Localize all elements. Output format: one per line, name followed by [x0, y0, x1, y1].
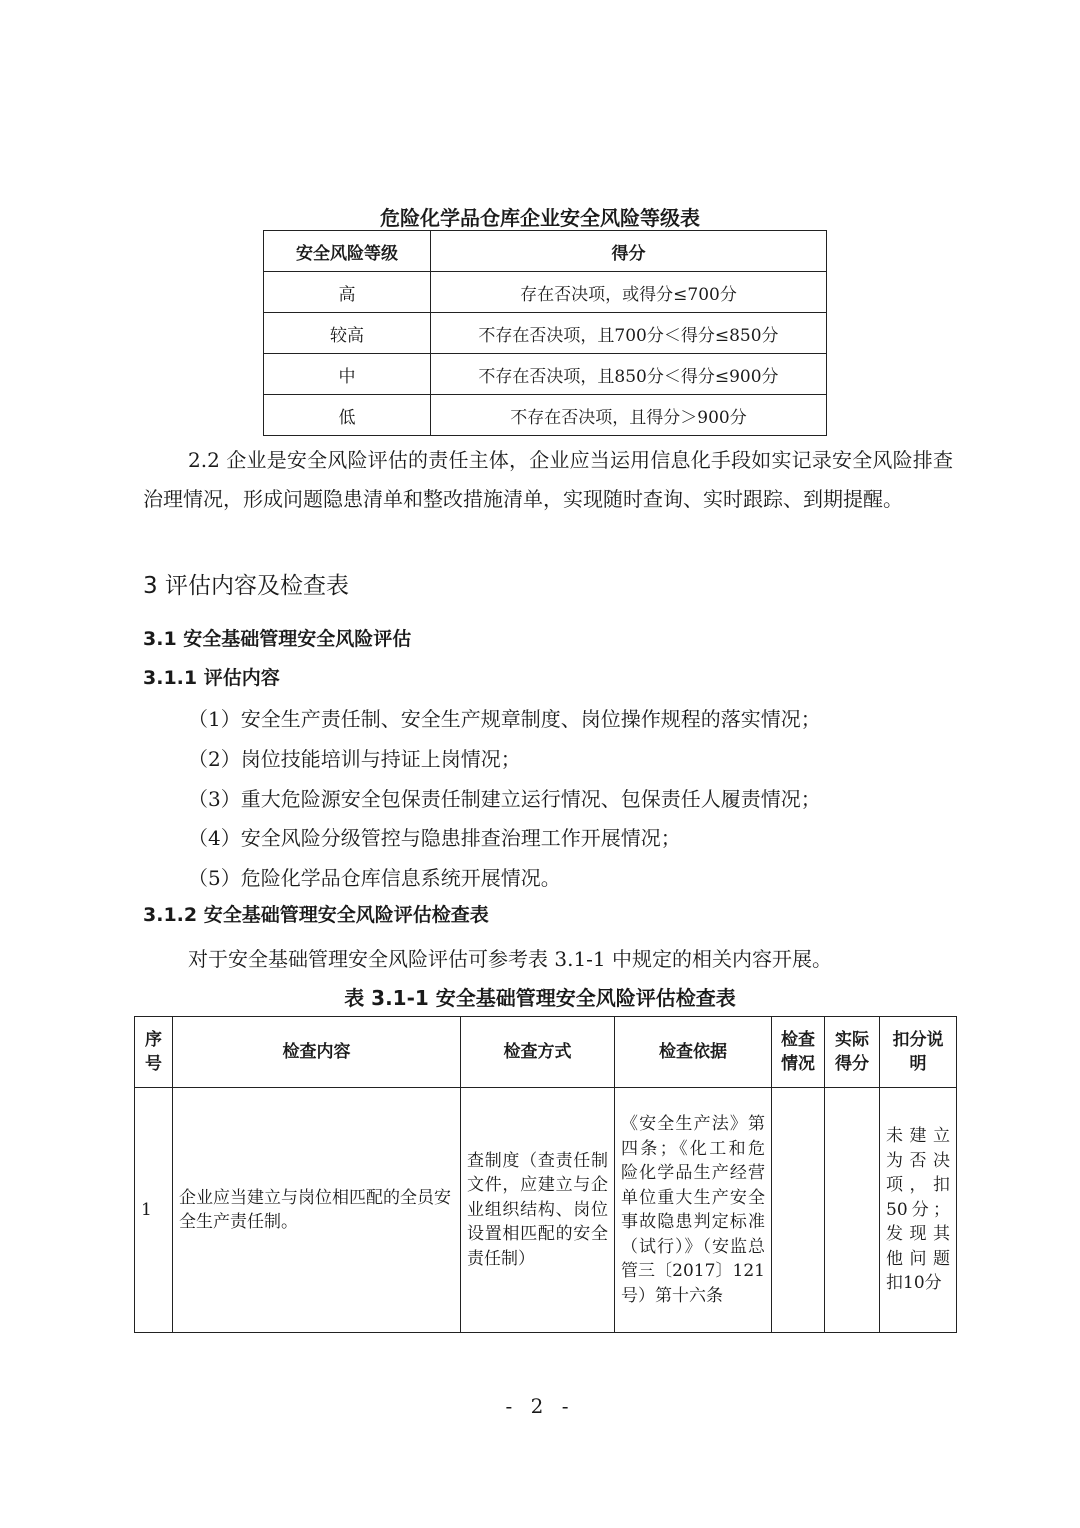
table-row [264, 395, 827, 436]
list-item: （5）危险化学品仓库信息系统开展情况。 [188, 866, 561, 890]
actual-score-cell [825, 1088, 880, 1333]
check-status-cell [772, 1088, 825, 1333]
list-item: （4）安全风险分级管控与隐患排查治理工作开展情况； [188, 826, 681, 850]
check-method-cell: 查制度（查责任制文件，应建立与企业组织结构、岗位设置相匹配的安全责任制） [461, 1088, 615, 1333]
table-row [264, 313, 827, 354]
deduction-note-cell: 未建立为否决项，扣50分；发现其他问题扣10分 [880, 1088, 957, 1333]
section-3-heading: 3 评估内容及检查表 [143, 573, 349, 599]
risk-level-cell: 较高 [264, 313, 431, 354]
section-3-1-2-heading: 3.1.2 安全基础管理安全风险评估检查表 [143, 904, 489, 926]
header-score: 实际得分 [825, 1017, 880, 1088]
score-cell: 不存在否决项，且得分＞900分 [431, 395, 827, 436]
check-table-title: 表 3.1-1 安全基础管理安全风险评估检查表 [344, 986, 736, 1010]
risk-table-title: 危险化学品仓库企业安全风险等级表 [380, 206, 700, 230]
header-content: 检查内容 [173, 1017, 461, 1088]
reference-paragraph: 对于安全基础管理安全风险评估可参考表 3.1-1 中规定的相关内容开展。 [188, 947, 833, 971]
risk-level-cell: 中 [264, 354, 431, 395]
row-number-cell: 1 [135, 1088, 173, 1333]
score-cell: 存在否决项，或得分≤700分 [431, 272, 827, 313]
score-cell: 不存在否决项，且850分＜得分≤900分 [431, 354, 827, 395]
list-item: （1）安全生产责任制、安全生产规章制度、岗位操作规程的落实情况； [188, 707, 821, 731]
risk-level-table [263, 230, 827, 436]
paragraph-2-2: 2.2 企业是安全风险评估的责任主体，企业应当运用信息化手段如实记录安全风险排查治理情况，形成问题隐患清单和整改措施清单，实现随时查询、实时跟踪、到期提醒。 [143, 448, 953, 511]
check-basis-cell: 《安全生产法》第四条；《化工和危险化学品生产经营单位重大生产安全事故隐患判定标准（试行）》（安监总管三〔2017〕121号）第十六条 [615, 1088, 772, 1333]
list-item: （3）重大危险源安全包保责任制建立运行情况、包保责任人履责情况； [188, 787, 821, 811]
header-no: 序号 [135, 1017, 173, 1088]
risk-level-cell: 高 [264, 272, 431, 313]
header-basis: 检查依据 [615, 1017, 772, 1088]
header-risk-level: 安全风险等级 [264, 231, 431, 272]
header-score: 得分 [431, 231, 827, 272]
table-header-row [135, 1017, 957, 1088]
list-item: （2）岗位技能培训与持证上岗情况； [188, 747, 521, 771]
table-row [135, 1088, 957, 1333]
check-table [134, 1016, 957, 1333]
header-status: 检查情况 [772, 1017, 825, 1088]
section-3-1-1-heading: 3.1.1 评估内容 [143, 667, 280, 689]
page-number: - 2 - [505, 1394, 575, 1418]
table-row [264, 272, 827, 313]
score-cell: 不存在否决项，且700分＜得分≤850分 [431, 313, 827, 354]
check-content-cell: 企业应当建立与岗位相匹配的全员安全生产责任制。 [173, 1088, 461, 1333]
table-row [264, 354, 827, 395]
section-3-1-heading: 3.1 安全基础管理安全风险评估 [143, 628, 412, 650]
risk-level-cell: 低 [264, 395, 431, 436]
header-note: 扣分说明 [880, 1017, 957, 1088]
header-method: 检查方式 [461, 1017, 615, 1088]
table-header-row [264, 231, 827, 272]
